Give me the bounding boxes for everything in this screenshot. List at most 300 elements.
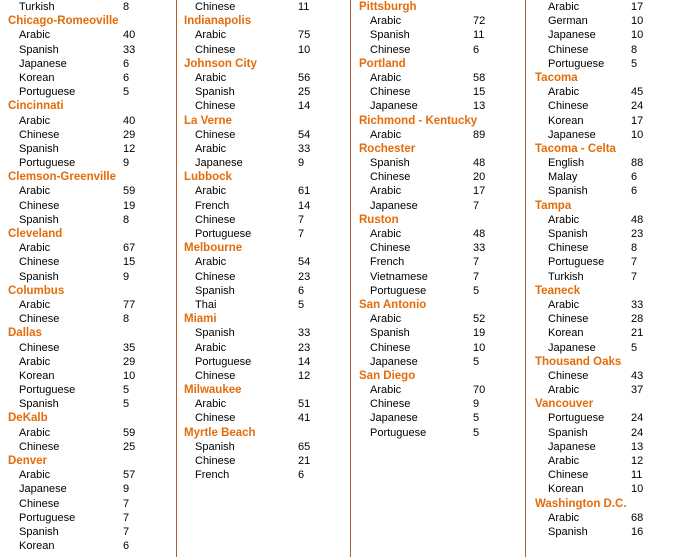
language-row (0, 383, 175, 397)
student-count: 7 (298, 213, 305, 226)
language-row (351, 312, 526, 326)
city-block (0, 14, 175, 99)
language-name: Chinese (195, 455, 236, 467)
city-heading: Milwaukee (184, 384, 242, 397)
language-row (176, 213, 351, 227)
language-row (526, 525, 676, 539)
language-name: Japanese (548, 341, 596, 354)
language-name: Arabic (195, 185, 227, 198)
language-name: Japanese (370, 355, 418, 368)
language-row (526, 411, 676, 425)
student-count: 37 (631, 384, 644, 397)
language-row (176, 326, 351, 340)
city-heading: Vancouver (535, 398, 594, 411)
student-count: 48 (473, 228, 486, 240)
city-block (0, 170, 175, 227)
city-heading: Indianapolis (184, 15, 252, 28)
language-row (0, 128, 175, 142)
language-name: Spanish (19, 525, 59, 538)
language-name: Korean (548, 483, 584, 496)
language-row (0, 241, 175, 255)
student-count: 5 (123, 398, 130, 411)
language-name: Arabic (370, 185, 402, 198)
language-row (351, 341, 526, 355)
city-heading: DeKalb (8, 412, 48, 425)
student-count: 9 (473, 398, 480, 411)
city-block (351, 0, 526, 57)
student-count: 19 (473, 327, 486, 340)
student-count: 51 (298, 398, 311, 411)
city-heading: Miami (184, 313, 217, 326)
language-row (526, 156, 676, 170)
language-row (176, 411, 351, 425)
student-count: 8 (631, 43, 638, 56)
city-block (176, 114, 351, 171)
language-name: Malay (548, 171, 578, 184)
language-row (526, 341, 676, 355)
student-count: 8 (123, 1, 130, 13)
student-count: 20 (473, 171, 486, 184)
language-row (0, 28, 175, 42)
language-row (176, 128, 351, 142)
language-row (351, 28, 526, 42)
language-row (526, 99, 676, 113)
student-count: 17 (473, 185, 486, 198)
language-name: Spanish (195, 327, 235, 340)
language-name: Vietnamese (370, 270, 428, 283)
language-name: Spanish (548, 525, 588, 538)
student-count: 10 (473, 341, 486, 354)
city-heading: Cincinnati (8, 100, 64, 113)
language-row (351, 71, 526, 85)
language-row (0, 0, 175, 14)
language-row (0, 397, 175, 411)
student-count: 88 (631, 157, 644, 170)
language-name: Arabic (19, 298, 51, 311)
city-heading: La Verne (184, 114, 232, 127)
language-name: Chinese (19, 341, 60, 354)
city-heading: San Diego (359, 369, 416, 382)
language-name: Arabic (19, 29, 51, 42)
student-count: 10 (123, 369, 136, 382)
language-name: Chinese (548, 369, 589, 382)
language-row (526, 43, 676, 57)
student-count: 29 (123, 355, 136, 368)
language-row (526, 482, 676, 496)
student-count: 25 (123, 440, 136, 453)
language-row (176, 71, 351, 85)
language-row (526, 255, 676, 269)
language-name: Spanish (370, 327, 410, 340)
student-count: 5 (473, 355, 480, 368)
language-row (0, 440, 175, 454)
language-name: Arabic (19, 242, 51, 255)
language-name: Japanese (370, 100, 418, 113)
student-count: 5 (473, 426, 480, 439)
language-row (526, 170, 676, 184)
city-heading: San Antonio (359, 298, 427, 311)
language-row (351, 170, 526, 184)
language-row (0, 85, 175, 99)
language-row (351, 241, 526, 255)
language-name: English (548, 157, 585, 170)
language-row (176, 468, 351, 482)
student-count: 13 (473, 100, 486, 113)
city-block (0, 227, 175, 284)
student-count: 70 (473, 384, 486, 397)
student-count: 5 (123, 86, 130, 99)
language-row (176, 99, 351, 113)
language-name: Japanese (548, 128, 596, 141)
city-heading: Tacoma (535, 71, 578, 84)
student-count: 17 (631, 114, 644, 127)
language-name: Chinese (370, 242, 411, 255)
student-count: 15 (473, 86, 486, 99)
student-count: 9 (298, 157, 305, 170)
city-block (351, 114, 526, 142)
student-count: 41 (298, 412, 311, 425)
city-heading: Teaneck (535, 284, 581, 297)
language-name: Chinese (548, 313, 589, 326)
student-count: 57 (123, 469, 136, 482)
column-3 (351, 0, 526, 557)
student-count: 14 (298, 355, 311, 368)
language-row (176, 28, 351, 42)
language-name: Arabic (370, 313, 402, 326)
student-count: 10 (631, 29, 644, 42)
city-block (176, 312, 351, 383)
student-count: 5 (473, 284, 480, 297)
language-name: Chinese (195, 128, 236, 141)
student-count: 33 (631, 298, 644, 311)
student-count: 48 (473, 157, 486, 170)
student-count: 65 (298, 440, 311, 453)
language-row (0, 270, 175, 284)
student-count: 33 (298, 327, 311, 340)
language-name: Chinese (370, 398, 411, 411)
student-count: 7 (123, 497, 130, 510)
student-count: 5 (631, 341, 638, 354)
student-count: 11 (473, 29, 485, 42)
student-count: 7 (298, 228, 305, 240)
language-name: Chinese (548, 100, 589, 113)
student-count: 17 (631, 1, 644, 13)
language-name: Arabic (548, 213, 580, 226)
language-row (176, 0, 351, 14)
city-block (176, 57, 351, 114)
student-count: 14 (298, 199, 311, 212)
student-count: 77 (123, 298, 136, 311)
city-block (526, 284, 676, 355)
student-count: 33 (123, 43, 136, 56)
city-block (526, 497, 676, 540)
language-name: Japanese (370, 412, 418, 425)
language-row (526, 298, 676, 312)
language-name: Portuguese (548, 412, 605, 425)
language-row (351, 43, 526, 57)
student-count: 7 (631, 256, 638, 269)
student-count: 43 (631, 369, 644, 382)
student-count: 40 (123, 114, 136, 127)
column-divider (525, 0, 526, 557)
city-block (0, 454, 175, 553)
language-name: Spanish (195, 440, 235, 453)
student-count: 7 (123, 525, 130, 538)
language-name: Chinese (370, 43, 411, 56)
student-count: 40 (123, 29, 136, 42)
language-name: Korean (19, 71, 55, 84)
language-name: Portuguese (370, 426, 427, 439)
language-name: Spanish (548, 185, 588, 198)
language-row (526, 57, 676, 71)
city-block (0, 411, 175, 454)
language-row (526, 440, 676, 454)
language-row (526, 128, 676, 142)
student-count: 7 (473, 199, 480, 212)
student-count: 7 (473, 256, 480, 269)
language-name: Chinese (19, 128, 60, 141)
language-row (176, 454, 351, 468)
language-name: Korean (548, 114, 584, 127)
student-count: 52 (473, 313, 486, 326)
language-row (526, 312, 676, 326)
student-count: 54 (298, 256, 311, 269)
student-count: 72 (473, 15, 486, 28)
student-count: 11 (298, 1, 310, 13)
student-count: 13 (631, 440, 644, 453)
language-name: Spanish (19, 398, 59, 411)
student-count: 6 (298, 284, 305, 297)
language-row (351, 326, 526, 340)
student-count: 10 (298, 43, 311, 56)
language-row (176, 284, 351, 298)
city-block (176, 170, 351, 241)
city-block (351, 298, 526, 369)
language-row (526, 468, 676, 482)
student-count: 7 (123, 511, 130, 524)
language-row (0, 312, 175, 326)
student-count: 21 (631, 327, 644, 340)
language-name: Arabic (370, 384, 402, 397)
language-row (0, 511, 175, 525)
city-block (176, 383, 351, 426)
language-row (0, 213, 175, 227)
student-count: 10 (631, 15, 644, 28)
language-row (0, 497, 175, 511)
language-row (176, 341, 351, 355)
language-name: Arabic (370, 128, 402, 141)
city-heading: Chicago-Romeoville (8, 15, 119, 28)
language-name: Portuguese (548, 256, 605, 269)
city-block (526, 142, 676, 199)
language-name: French (195, 199, 230, 212)
language-name: Turkish (548, 270, 584, 283)
language-name: Japanese (548, 29, 596, 42)
student-count: 5 (298, 298, 305, 311)
city-block (176, 14, 351, 57)
language-name: Portuguese (195, 228, 252, 240)
language-row (176, 255, 351, 269)
city-heading: Dallas (8, 327, 42, 340)
student-count: 56 (298, 71, 311, 84)
language-name: Portuguese (19, 157, 76, 170)
language-name: Chinese (19, 199, 60, 212)
student-count: 12 (123, 142, 136, 155)
language-row (351, 99, 526, 113)
student-count: 58 (473, 71, 486, 84)
student-count: 61 (298, 185, 311, 198)
language-name: Chinese (548, 469, 589, 482)
language-row (0, 482, 175, 496)
language-name: Spanish (548, 228, 588, 240)
language-name: Chinese (195, 100, 236, 113)
column-4 (526, 0, 676, 557)
student-count: 67 (123, 242, 136, 255)
language-row (526, 213, 676, 227)
language-row (351, 411, 526, 425)
city-block (351, 369, 526, 440)
student-count: 25 (298, 86, 311, 99)
language-row (526, 241, 676, 255)
student-count: 33 (298, 142, 311, 155)
language-row (0, 142, 175, 156)
language-row (526, 426, 676, 440)
student-count: 24 (631, 426, 644, 439)
student-count: 7 (473, 270, 480, 283)
language-name: Chinese (19, 440, 60, 453)
language-name: Chinese (19, 313, 60, 326)
city-heading: Thousand Oaks (535, 355, 622, 368)
student-count: 9 (123, 157, 130, 170)
language-name: Japanese (19, 57, 67, 70)
language-name: Arabic (548, 384, 580, 397)
language-name: Arabic (370, 15, 402, 28)
language-name: Arabic (370, 228, 402, 240)
language-name: Arabic (195, 341, 227, 354)
language-row (176, 156, 351, 170)
city-block (526, 355, 676, 398)
language-name: Turkish (19, 1, 55, 13)
language-row (351, 128, 526, 142)
city-heading: Portland (359, 57, 406, 70)
language-row (176, 355, 351, 369)
language-name: Chinese (19, 497, 60, 510)
student-count: 5 (473, 412, 480, 425)
city-heading: Richmond - Kentucky (359, 114, 478, 127)
student-count: 12 (631, 455, 644, 467)
language-row (351, 383, 526, 397)
language-row (176, 440, 351, 454)
language-row (0, 539, 175, 553)
city-block (176, 426, 351, 483)
language-row (0, 341, 175, 355)
student-count: 6 (123, 71, 130, 84)
language-row (526, 369, 676, 383)
city-block (351, 57, 526, 114)
language-name: Chinese (195, 43, 236, 56)
language-row (0, 156, 175, 170)
language-row (0, 355, 175, 369)
language-name: Chinese (370, 171, 411, 184)
city-heading: Columbus (8, 284, 65, 297)
language-name: Arabic (548, 86, 580, 99)
student-count: 89 (473, 128, 486, 141)
language-row (176, 298, 351, 312)
city-heading: Johnson City (184, 57, 257, 70)
language-row (526, 28, 676, 42)
city-heading: Ruston (359, 213, 399, 226)
language-row (351, 284, 526, 298)
language-row (0, 255, 175, 269)
language-name: Japanese (19, 483, 67, 496)
student-count: 16 (631, 525, 644, 538)
language-name: Chinese (195, 270, 236, 283)
language-name: Arabic (19, 426, 51, 439)
student-count: 5 (631, 57, 638, 70)
language-name: Spanish (548, 426, 588, 439)
student-count: 6 (631, 171, 638, 184)
language-row (0, 184, 175, 198)
language-row (351, 397, 526, 411)
language-name: Portuguese (548, 57, 605, 70)
student-count: 6 (631, 185, 638, 198)
city-heading: Pittsburgh (359, 1, 417, 13)
language-name: Spanish (19, 142, 59, 155)
language-name: Spanish (19, 43, 59, 56)
student-count: 75 (298, 29, 311, 42)
language-name: Portuguese (19, 511, 76, 524)
student-count: 5 (123, 384, 130, 397)
city-block (526, 71, 676, 142)
language-row (176, 199, 351, 213)
language-name: Arabic (548, 298, 580, 311)
student-count: 15 (123, 256, 136, 269)
student-count: 29 (123, 128, 136, 141)
language-name: Chinese (548, 43, 589, 56)
language-row (0, 199, 175, 213)
language-row (351, 199, 526, 213)
language-row (0, 426, 175, 440)
language-name: Chinese (195, 1, 236, 13)
language-name: Arabic (195, 29, 227, 42)
city-block (0, 99, 175, 170)
city-heading: Clemson-Greenville (8, 171, 117, 184)
language-name: Arabic (195, 256, 227, 269)
language-row (351, 270, 526, 284)
city-block (526, 397, 676, 496)
column-divider (350, 0, 351, 557)
language-name: Spanish (370, 157, 410, 170)
language-row (526, 14, 676, 28)
language-row (351, 227, 526, 241)
city-block (351, 142, 526, 213)
language-name: Spanish (19, 270, 59, 283)
language-row (351, 14, 526, 28)
language-row (526, 511, 676, 525)
language-row (526, 454, 676, 468)
language-name: Japanese (548, 440, 596, 453)
language-name: Chinese (370, 86, 411, 99)
language-row (0, 468, 175, 482)
language-row (351, 426, 526, 440)
language-row (176, 85, 351, 99)
language-name: Japanese (195, 157, 243, 170)
language-name: Arabic (195, 142, 227, 155)
student-count: 8 (123, 313, 130, 326)
language-row (526, 0, 676, 14)
student-count: 8 (123, 213, 130, 226)
student-count: 10 (631, 128, 644, 141)
